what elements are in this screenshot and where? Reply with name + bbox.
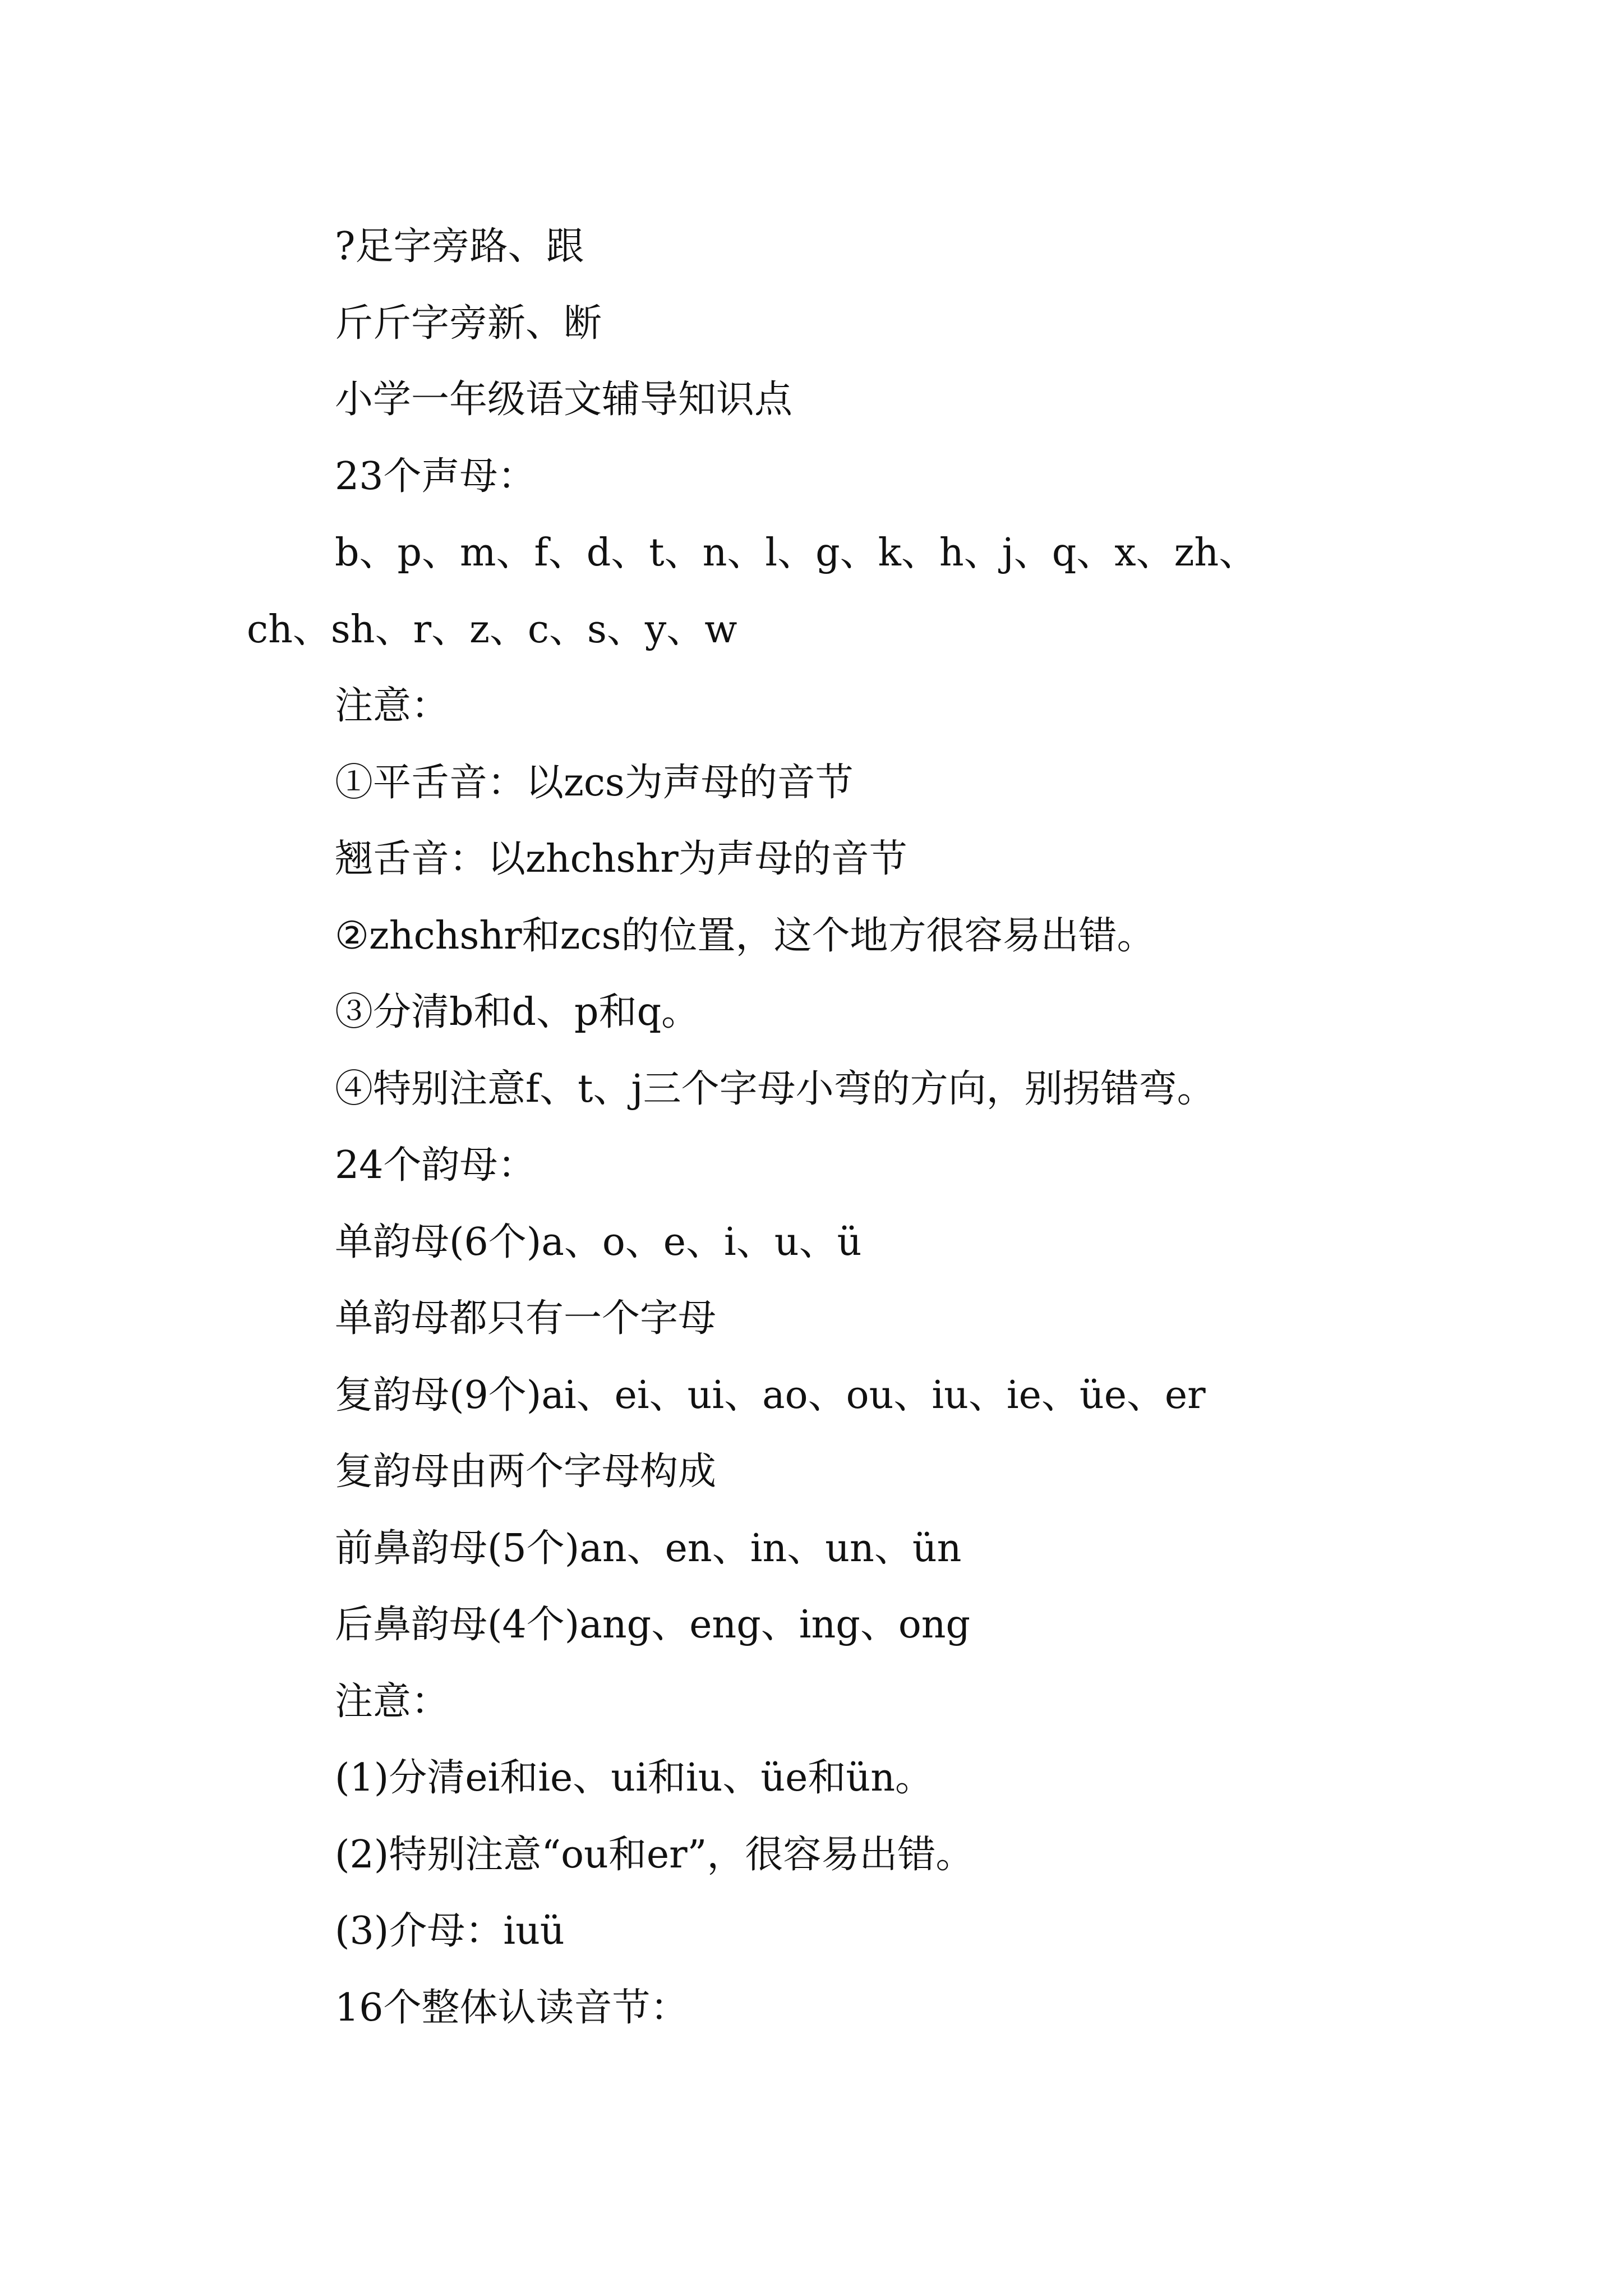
text-line: 单韵母(6个)a、o、e、i、u、ü bbox=[335, 1220, 862, 1264]
note-heading: 注意： bbox=[335, 1679, 450, 1724]
section-heading: 16个整体认读音节： bbox=[335, 1985, 689, 2030]
text-line: ②zhchshr和zcs的位置，这个地方很容易出错。 bbox=[335, 913, 1155, 958]
text-line-continued: ch、sh、r、z、c、s、y、w bbox=[247, 607, 737, 652]
text-line: 复韵母由两个字母构成 bbox=[335, 1450, 717, 1494]
text-line: (1)分清ei和ie、ui和iu、üe和ün。 bbox=[335, 1756, 934, 1800]
text-line: (2)特别注意“ou和er”，很容易出错。 bbox=[335, 1832, 974, 1877]
section-heading: 23个声母： bbox=[335, 454, 536, 499]
text-line: 后鼻韵母(4个)ang、eng、ing、ong bbox=[335, 1603, 971, 1647]
text-line: 前鼻韵母(5个)an、en、in、un、ün bbox=[335, 1526, 962, 1571]
section-heading: 24个韵母： bbox=[335, 1143, 536, 1188]
text-line: b、p、m、f、d、t、n、l、g、k、h、j、q、x、zh、 bbox=[335, 531, 1257, 575]
text-line: ?足字旁路、跟 bbox=[335, 224, 584, 269]
note-heading: 注意： bbox=[335, 684, 450, 728]
text-line: (3)介母：iuü bbox=[335, 1909, 565, 1953]
document-body bbox=[247, 209, 1430, 2046]
text-line: 翘舌音：以zhchshr为声母的音节 bbox=[335, 837, 907, 881]
text-line: ①平舌音：以zcs为声母的音节 bbox=[335, 760, 854, 805]
text-line: 单韵母都只有一个字母 bbox=[335, 1296, 717, 1341]
text-line: ③分清b和d、p和q。 bbox=[335, 990, 700, 1034]
text-line: 复韵母(9个)ai、ei、ui、ao、ou、iu、ie、üe、er bbox=[335, 1373, 1206, 1418]
section-title: 小学一年级语文辅导知识点 bbox=[335, 378, 793, 422]
text-line: 斤斤字旁新、断 bbox=[335, 301, 602, 346]
text-line: ④特别注意f、t、j三个字母小弯的方向，别拐错弯。 bbox=[335, 1066, 1215, 1111]
